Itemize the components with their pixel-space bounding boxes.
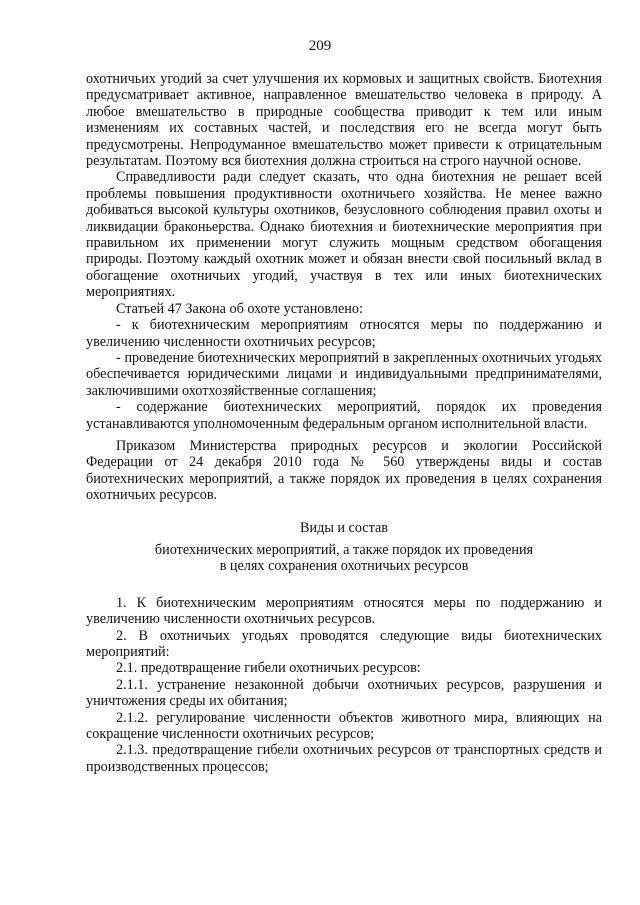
paragraph: Статьей 47 Закона об охоте установлено: <box>116 300 363 317</box>
list-item: - содержание биотехнических мероприятий, порядок их проведения устанавливаются уполномоченным федеральным органом исполнительной власти. <box>86 399 602 432</box>
numbered-item: 2. В охотничьих угодьях проводятся следующие виды биотехнических мероприятий: <box>86 627 602 660</box>
numbered-item: 2.1.1. устранение незаконной добычи охотничьих ресурсов, разрушения и уничтожения среды их обитания; <box>86 676 602 710</box>
section-heading-line-1: Виды и состав <box>300 519 388 536</box>
numbered-item: 2.1.2. регулирование численности объектов животного мира, влияющих на сокращение численности охотничьих ресурсов; <box>86 709 602 743</box>
list-item: - к биотехническим мероприятиям относятся меры по поддержанию и увеличению численности охотничьих ресурсов; <box>86 317 602 350</box>
section-heading-line-2: биотехнических мероприятий, а также порядок их проведения <box>154 541 534 558</box>
document-body <box>86 71 602 775</box>
page-number: 209 <box>308 38 332 54</box>
numbered-item: 1. К биотехническим мероприятиям относятся меры по поддержанию и увеличению численности охотничьих ресурсов. <box>86 594 602 628</box>
paragraph: Приказом Министерства природных ресурсов и экологии Российской Федерации от 24 декабря 2010 года № 560 утверждены виды и состав биотехнических мероприятий, а также порядок их проведения в целях сохранения охотничьих ресурсов. <box>86 437 602 504</box>
numbered-item: 2.1.3. предотвращение гибели охотничьих ресурсов от транспортных средств и производственных процессов; <box>86 742 602 775</box>
list-item: - проведение биотехнических мероприятий в закрепленных охотничьих угодьях обеспечивается юридическими лицами и индивидуальными предпринимателями, заключившими охотхозяйственные соглашения; <box>86 349 602 399</box>
paragraph: Справедливости ради следует сказать, что одна биотехния не решает всей проблемы повышения продуктивности охотничьего хозяйства. Не менее важно добиваться высокой культуры охотников, безусловного соблюдения правил охоты и ликвидации браконьерства. Однако биотехния и биотехнические мероприятия при правильном их применении могут служить мощным средством обогащения природы. Поэтому каждый охотник может и обязан внести свой посильный вклад в обогащение охотничьих угодий, участвуя в тех или иных биотехнических мероприятиях. <box>86 169 602 301</box>
paragraph-continued: охотничьих угодий за счет улучшения их кормовых и защитных свойств. Биотехния предусматривает активное, направленное вмешательство человека в природу. А любое вмешательство в природные сообщества приводит к тем или иным изменениям их составных частей, и последствия его не всегда могут быть предусмотрены. Непродуманное вмешательство может привести к отрицательным результатам. Поэтому вся биотехния должна строиться на строго научной основе. <box>86 71 602 170</box>
section-heading-line-3: в целях сохранения охотничьих ресурсов <box>219 558 469 575</box>
numbered-item: 2.1. предотвращение гибели охотничьих ресурсов: <box>116 660 421 677</box>
